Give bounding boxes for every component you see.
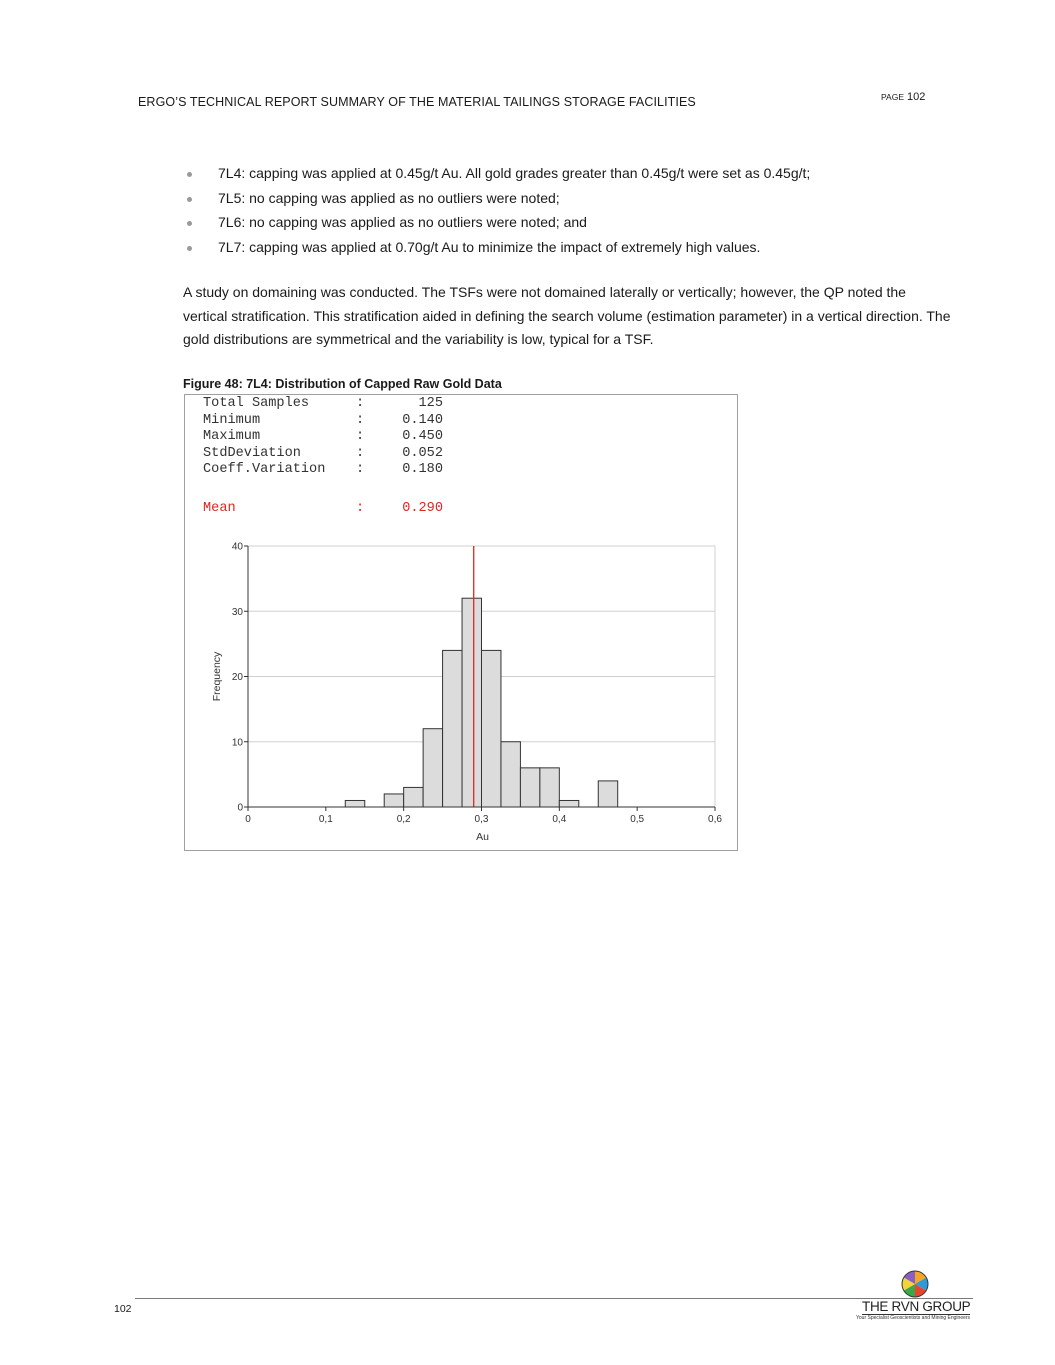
stat-colon: : (356, 445, 365, 461)
x-tick-label: 0 (245, 814, 251, 825)
y-axis-label: Frequency (211, 651, 223, 702)
histogram-bar (423, 729, 442, 807)
y-tick-label: 40 (231, 541, 243, 553)
x-tick-label: 0,1 (318, 814, 333, 825)
stat-value: 0.180 (402, 462, 443, 477)
bullet-item (186, 235, 810, 260)
y-tick-label: 10 (231, 737, 243, 749)
logo-text: THE RVN GROUP (862, 1299, 971, 1314)
bullet-dot-icon (187, 197, 192, 202)
logo-tagline: Your Specialist Geoscientists and Mining Engineers (856, 1315, 971, 1321)
page-label: PAGE (881, 92, 904, 102)
stat-value: 0.052 (402, 445, 443, 461)
x-tick-label: 0,5 (630, 814, 645, 825)
bullet-dot-icon (187, 172, 192, 177)
header-page-number (881, 91, 925, 103)
footer-divider (135, 1298, 973, 1299)
x-tick-label: 0,3 (474, 814, 489, 825)
stat-label: Coeff.Variation (203, 462, 326, 477)
histogram-bar (462, 598, 481, 807)
stat-value: 125 (418, 396, 443, 411)
domaining-paragraph: A study on domaining was conducted. The TSFs were not domained laterally or vertically; however, the QP noted the vertical stratification. This stratification aided in defining the search volume (estimation parameter) in a vertical direction. The gold distributions are symmetrical and the variability is low, typical for a TSF. (183, 284, 951, 347)
histogram-bar (443, 650, 462, 807)
bullet-text: 7L5: no capping was applied as no outliers were noted; (218, 189, 560, 206)
x-tick-label: 0,6 (708, 814, 722, 825)
stat-label: Minimum (203, 412, 261, 428)
histogram-bar (540, 768, 559, 807)
stat-colon: : (356, 412, 365, 428)
y-tick-label: 0 (237, 802, 243, 814)
bullet-text: 7L7: capping was applied at 0.70g/t Au to minimize the impact of extremely high values. (218, 238, 761, 255)
bullet-text: 7L4: capping was applied at 0.45g/t Au. All gold grades greater than 0.45g/t were set as 0.45g/t; (218, 165, 811, 181)
bullet-dot-icon (187, 246, 192, 251)
histogram-chart (185, 395, 737, 850)
y-tick-label: 20 (231, 672, 243, 683)
stat-colon: : (356, 396, 365, 411)
stat-label: Maximum (203, 429, 261, 444)
histogram-bar (559, 800, 578, 807)
histogram-bar (482, 650, 501, 807)
page-number-value: 102 (907, 91, 926, 103)
y-tick-label: 30 (231, 606, 243, 618)
x-axis-label: Au (476, 831, 489, 843)
histogram-bar (520, 768, 539, 807)
bullet-item (186, 210, 810, 235)
stat-label: Mean (203, 500, 236, 516)
stat-colon: : (356, 462, 365, 477)
stat-label: StdDeviation (203, 445, 301, 461)
stat-value: 0.290 (402, 500, 443, 516)
stat-colon: : (356, 500, 365, 516)
footer-page-number: 102 (114, 1303, 132, 1315)
bullet-dot-icon (187, 221, 192, 226)
histogram-bar (598, 781, 617, 807)
capping-bullet-list (186, 161, 810, 259)
x-tick-label: 0,2 (396, 814, 411, 825)
bullet-item (186, 161, 810, 186)
histogram-bar (404, 787, 423, 807)
histogram-bar (501, 742, 520, 807)
bullet-item (186, 186, 810, 211)
logo-wheel-icon (855, 1268, 975, 1300)
stat-label: Total Samples (203, 396, 310, 411)
stat-colon: : (356, 429, 365, 444)
rvn-group-logo (855, 1268, 975, 1324)
report-title: ERGO’S TECHNICAL REPORT SUMMARY OF THE MATERIAL TAILINGS STORAGE FACILITIES (138, 95, 696, 109)
stat-value: 0.450 (402, 429, 443, 444)
bullet-text: 7L6: no capping was applied as no outliers were noted; and (218, 214, 587, 230)
histogram-bar (384, 794, 403, 807)
x-tick-label: 0,4 (552, 814, 567, 825)
histogram-figure (184, 394, 738, 851)
figure-caption: Figure 48: 7L4: Distribution of Capped Raw Gold Data (183, 377, 502, 391)
stat-value: 0.140 (402, 412, 443, 428)
histogram-bar (345, 800, 364, 807)
